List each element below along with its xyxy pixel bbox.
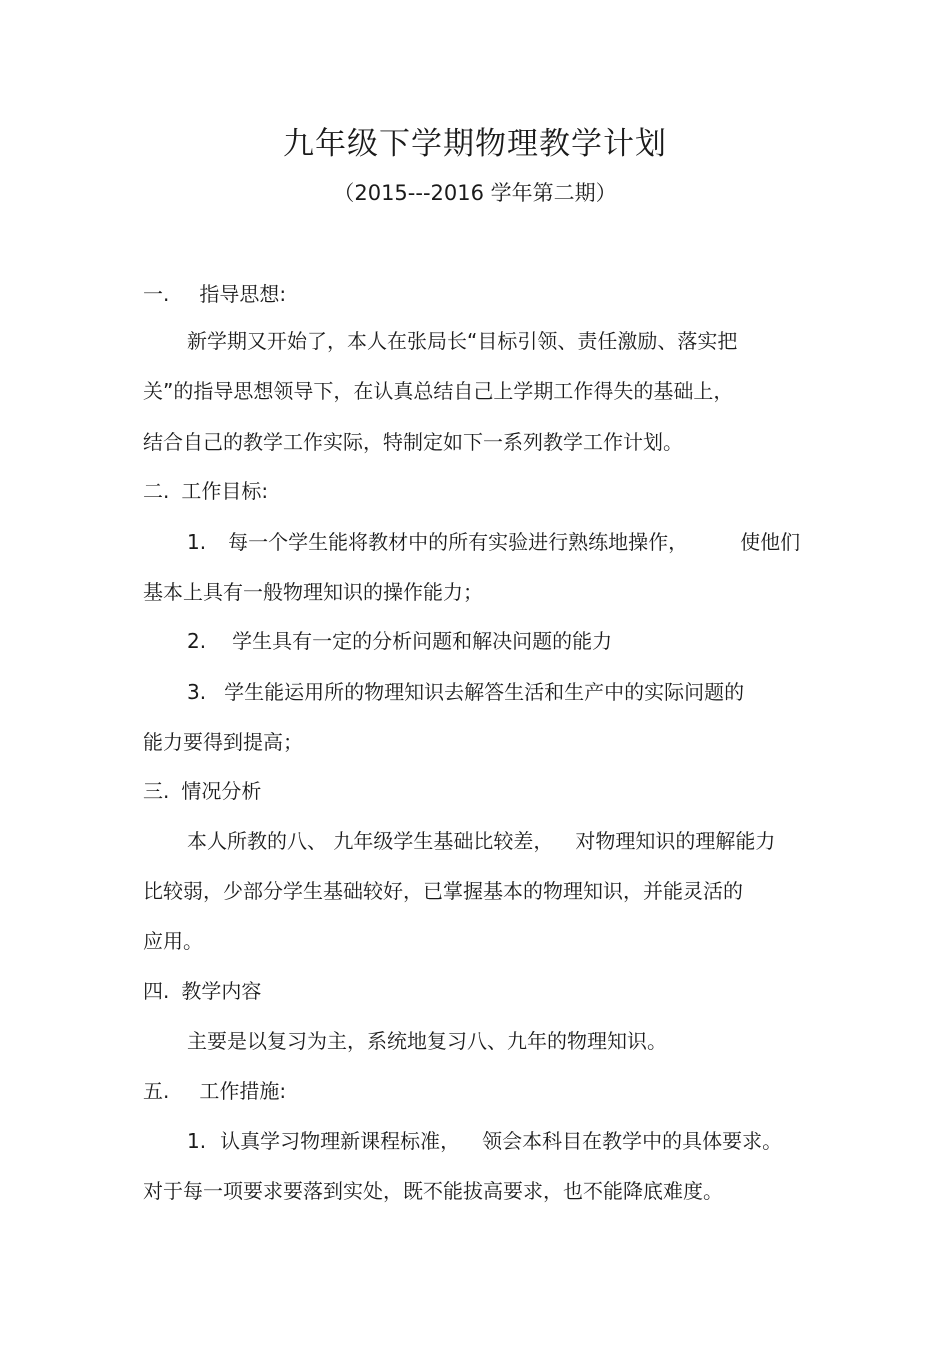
section-2-title: 工作目标: — [181, 479, 269, 503]
section-4-heading — [143, 976, 261, 1006]
section-1-number: 一. — [143, 282, 170, 306]
document-subtitle: （2015---2016 学年第二期） — [333, 181, 617, 205]
goal-item-1 — [187, 527, 800, 557]
goal-item-3-number: 3. — [187, 680, 207, 704]
document-title: 九年级下学期物理教学计划 — [283, 126, 667, 162]
goal-item-2-text: 学生具有一定的分析问题和解决问题的能力 — [232, 629, 613, 653]
measure-item-1-cont: 对于每一项要求要落到实处，既不能拔高要求，也不能降底难度。 — [143, 1179, 723, 1203]
goal-item-3 — [187, 677, 744, 707]
goal-item-1-text-b: 使他们 — [740, 530, 801, 554]
section-5-number: 五. — [143, 1079, 170, 1103]
measure-item-1-text-b: 领会本科目在教学中的具体要求。 — [482, 1129, 783, 1153]
section-1-title: 指导思想: — [199, 282, 287, 306]
section-4-line-1: 主要是以复习为主，系统地复习八、九年的物理知识。 — [187, 1029, 667, 1053]
measure-item-1-number: 1. — [187, 1129, 207, 1153]
section-1-line-3: 结合自己的教学工作实际，特制定如下一系列教学工作计划。 — [143, 430, 683, 454]
measure-item-1 — [187, 1126, 782, 1156]
goal-item-3-cont: 能力要得到提高； — [143, 730, 303, 754]
section-5-heading — [143, 1076, 286, 1106]
section-3-line-1-a: 本人所教的八、 九年级学生基础比较差， — [187, 829, 554, 853]
section-1-line-1: 新学期又开始了，本人在张局长“目标引领、责任激励、落实把 — [187, 329, 738, 353]
section-2-heading — [143, 476, 268, 506]
section-4-title: 教学内容 — [181, 979, 262, 1003]
goal-item-1-cont: 基本上具有一般物理知识的操作能力； — [143, 580, 483, 604]
section-5-title: 工作措施: — [199, 1079, 287, 1103]
section-2-number: 二. — [143, 479, 170, 503]
section-4-number: 四. — [143, 979, 170, 1003]
section-3-title: 情况分析 — [181, 779, 262, 803]
goal-item-2-number: 2. — [187, 629, 207, 653]
section-3-line-2: 比较弱，少部分学生基础较好，已掌握基本的物理知识，并能灵活的 — [143, 879, 743, 903]
section-1-line-2: 关”的指导思想领导下，在认真总结自己上学期工作得失的基础上， — [143, 379, 734, 403]
goal-item-1-number: 1. — [187, 530, 207, 554]
goal-item-2 — [187, 626, 612, 656]
section-3-line-1-b: 对物理知识的理解能力 — [575, 829, 776, 853]
section-3-line-1 — [187, 826, 775, 856]
section-3-line-3: 应用。 — [143, 929, 203, 953]
section-3-heading — [143, 776, 261, 806]
section-1-heading — [143, 279, 286, 309]
goal-item-3-text: 学生能运用所的物理知识去解答生活和生产中的实际问题的 — [224, 680, 745, 704]
section-3-number: 三. — [143, 779, 170, 803]
goal-item-1-text: 每一个学生能将教材中的所有实验进行熟练地操作， — [228, 530, 689, 554]
measure-item-1-text-a: 认真学习物理新课程标准， — [220, 1129, 461, 1153]
